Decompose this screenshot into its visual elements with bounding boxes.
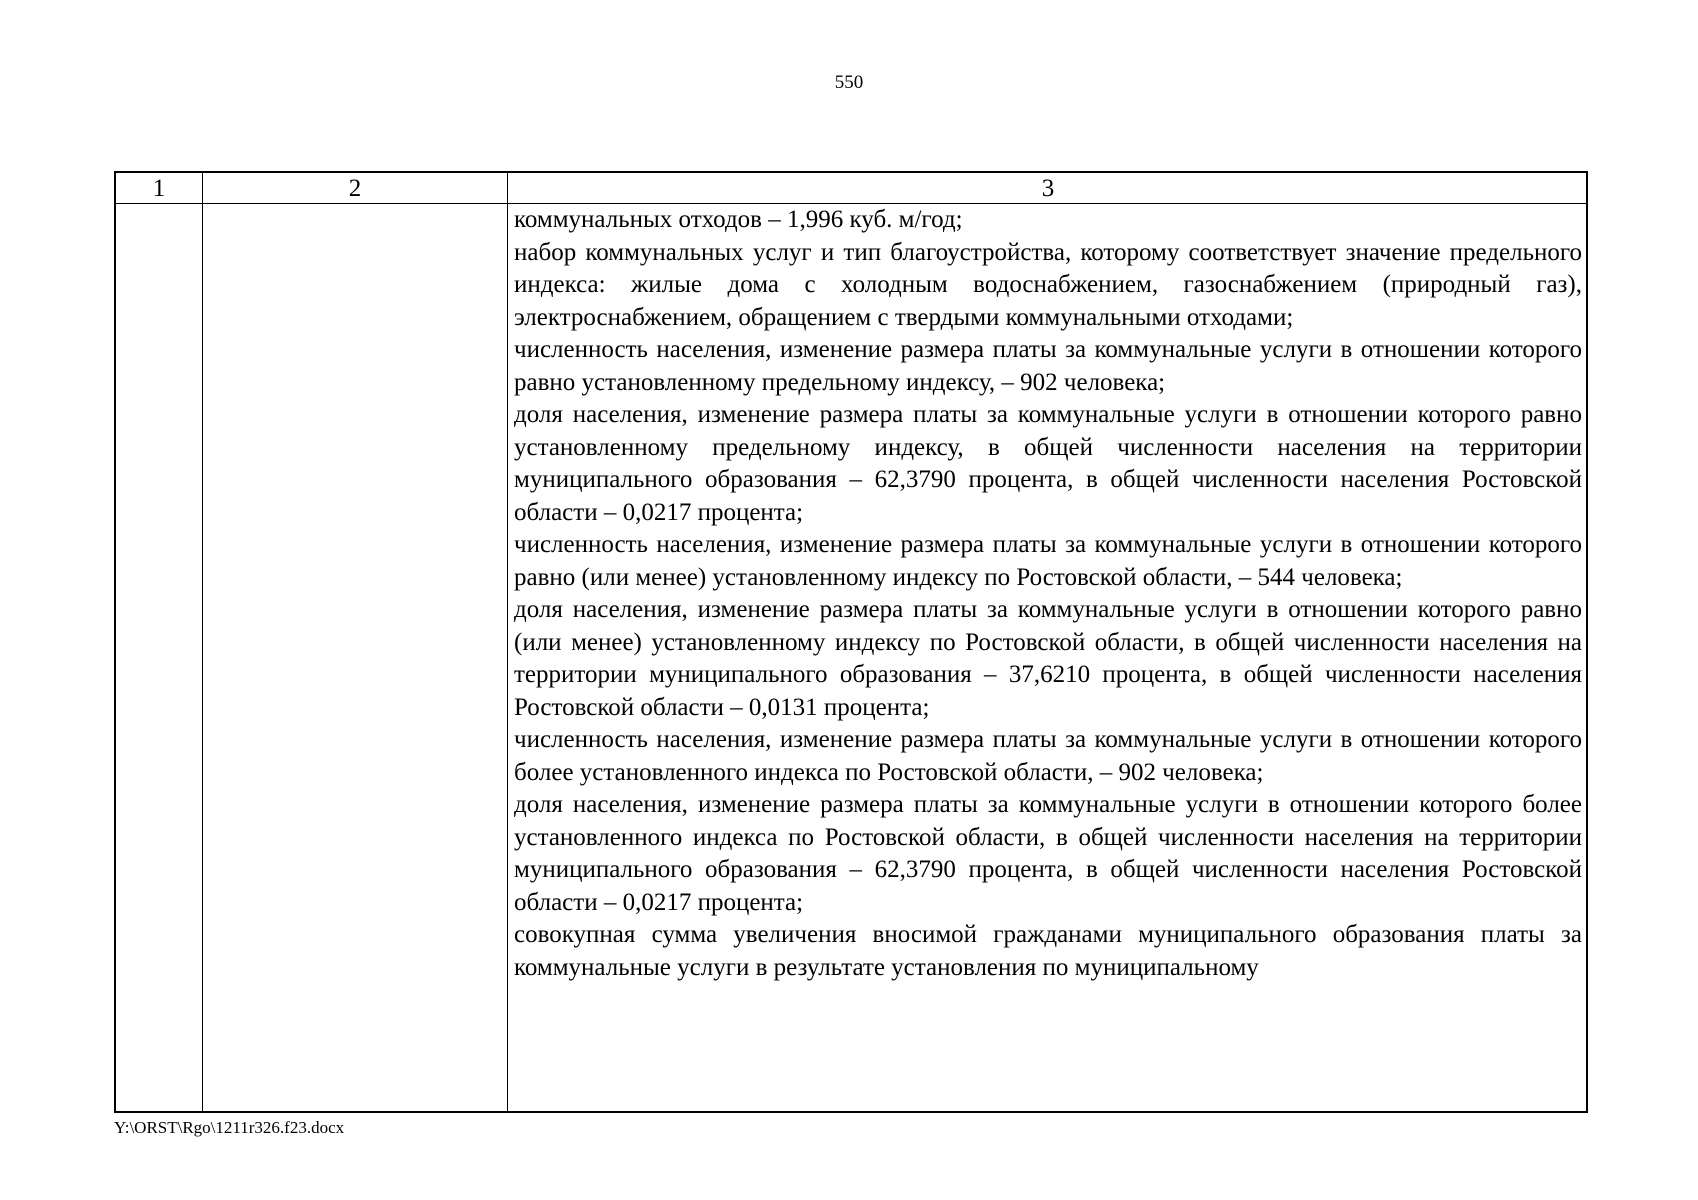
paragraph-service-set: набор коммунальных услуг и тип благоустройства, которому соответствует значение предельного индекса: жилые дома с холодным водоснабжением, газоснабжением (природный газ), электроснабжением, обращением с твердыми коммунальными отходами; bbox=[514, 238, 1582, 331]
column-header-1: 1 bbox=[152, 175, 166, 202]
column-3-content bbox=[514, 204, 1582, 1111]
paragraph-waste-volume: коммунальных отходов – 1,996 куб. м/год; bbox=[514, 206, 963, 233]
document-table bbox=[114, 171, 1588, 1113]
paragraph-population-equal-or-less-regional: численность населения, изменение размера платы за коммунальные услуги в отношении которого равно (или менее) установленному индексу по Ростовской области, – 544 человека; bbox=[514, 531, 1582, 591]
column-header-3: 3 bbox=[1041, 175, 1055, 202]
paragraph-share-equal-limit: доля населения, изменение размера платы за коммунальные услуги в отношении которого равно установленному предельному индексу, в общей численности населения на территории муниципального образования – 62,3790 процента, в общей численности населения Ростовской области – 0,0217 процента; bbox=[514, 401, 1582, 526]
column-divider-2 bbox=[507, 173, 508, 1111]
paragraph-population-equal-limit: численность населения, изменение размера платы за коммунальные услуги в отношении которого равно установленному предельному индексу, – 902 человека; bbox=[514, 336, 1582, 396]
paragraph-share-equal-or-less-regional: доля населения, изменение размера платы за коммунальные услуги в отношении которого равно (или менее) установленному индексу по Ростовской области, в общей численности населения на территории муниципального образования – 37,6210 процента, в общей численности населения Ростовской области – 0,0131 процента; bbox=[514, 596, 1582, 721]
column-divider-1 bbox=[202, 173, 203, 1111]
footer-file-path: Y:\ORST\Rgo\1211r326.f23.docx bbox=[114, 1118, 345, 1137]
paragraph-share-above-regional: доля населения, изменение размера платы за коммунальные услуги в отношении которого более установленного индекса по Ростовской области, в общей численности населения на территории муниципального образования – 62,3790 процента, в общей численности населения Ростовской области – 0,0217 процента; bbox=[514, 791, 1582, 916]
paragraph-total-increase: совокупная сумма увеличения вносимой гражданами муниципального образования платы за коммунальные услуги в результате установления по муниципальному bbox=[514, 921, 1582, 981]
column-header-2: 2 bbox=[348, 175, 362, 202]
page-number: 550 bbox=[834, 72, 864, 93]
paragraph-population-above-regional: численность населения, изменение размера платы за коммунальные услуги в отношении которого более установленного индекса по Ростовской области, – 902 человека; bbox=[514, 726, 1582, 786]
